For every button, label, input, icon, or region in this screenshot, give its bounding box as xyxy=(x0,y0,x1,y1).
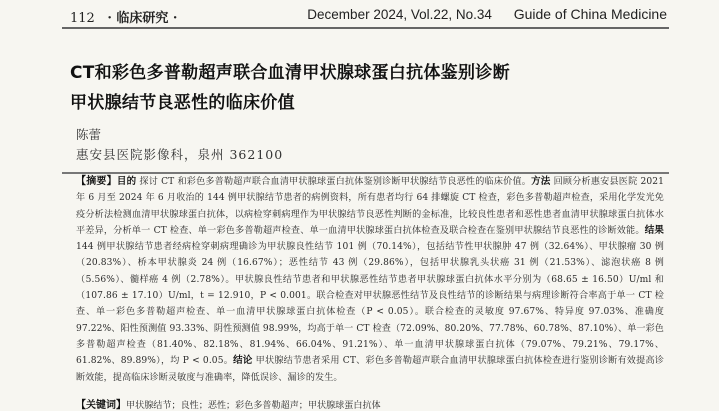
issue-info: December 2024, Vol.22, No.34 xyxy=(307,7,492,22)
methods-text: 回顾分析惠安县医院 2021 年 6 月至 2024 年 6 月收治的 144 例甲状腺结节患者的病例资料，所有患者均行 64 排螺旋 CT 检查，彩色多普勒超声检查，采用化学发光免疫分析法检测血清甲状腺球蛋白抗体，以病检穿刺病理作为甲状腺结节良恶性判断的金标准，比较良性患者和恶性患者血清甲状腺球蛋白抗体水平差异，分析单一 CT 检查、单一彩色多普勒超声检查、单一血清甲状腺球蛋白抗体检查及联合检查在鉴别甲状腺结节良恶性的诊断效能。 xyxy=(76,177,665,236)
page-number: 112 xyxy=(70,11,95,26)
author-affiliation: 惠安县医院影像科，泉州 362100 xyxy=(76,147,284,162)
abstract-label: 摘要 xyxy=(86,176,107,187)
methods-label: 方法 xyxy=(531,176,551,187)
objective-text: 探讨 CT 和彩色多普勒超声联合血清甲状腺球蛋白抗体鉴别诊断甲状腺结节良恶性的临床价值。 xyxy=(136,177,532,187)
header-right xyxy=(307,6,667,22)
conclusion-label: 结论 xyxy=(233,355,253,367)
section-label: · 临床研究 · xyxy=(107,11,178,26)
results-text: 144 例甲状腺结节患者经病检穿刺病理确诊为甲状腺良性结节 101 例（70.14%），包括结节性甲状腺肿 47 例（32.64%）、甲状腺瘤 30 例（20.83%）、桥本甲状腺炎 24 例（16.67%）；恶性结节 43 例（29.86%），包括甲状腺乳头状癌 31 例（21.53%）、滤泡状癌 8 例（5.56%）、髓样癌 4 例（2.78%）。甲状腺良性结节患者和甲状腺恶性结节患者甲状腺球蛋白抗体水平分别为（68.65 ± 16.50）U/ml 和（107.86 ± 17.10）U/ml，t = 12.910，P < 0.001。联合检查对甲状腺恶性结节及良性结节的诊断结果与病理诊断符合率高于单一 CT 检查、单一彩色多普勒超声检查、单一血清甲状腺球蛋白抗体检查（P < 0.05）。联合检查的灵敏度 97.67%、特异度 97.03%、准确度 97.22%、阳性预测值 93.33%、阴性预测值 98.99%，均高于单一 CT 检查（72.09%、80.20%、77.78%、60.78%、87.10%）、单一彩色多普勒超声检查（81.40%、82.18%、81.94%、66.04%、91.21%）、单一血清甲状腺球蛋白抗体（79.07%、79.21%、79.17%、61.82%、89.89%），均 P < 0.05。 xyxy=(76,242,664,367)
header-left xyxy=(70,7,177,26)
abstract xyxy=(76,174,664,386)
conclusion-text: 甲状腺结节患者采用 CT、彩色多普勒超声联合血清甲状腺球蛋白抗体检查进行鉴别诊断有效提高诊断效能，提高临床诊断灵敏度与准确率，降低误诊、漏诊的发生。 xyxy=(76,356,665,383)
keywords-text: 甲状腺结节；良性；恶性；彩色多普勒超声；甲状腺球蛋白抗体 xyxy=(126,401,381,411)
article-title xyxy=(70,58,670,118)
title-line-2: 甲状腺结节良恶性的临床价值 xyxy=(70,93,295,113)
keywords-close-bracket: 】 xyxy=(116,400,126,411)
keywords xyxy=(76,396,664,411)
objective-label: 目的 xyxy=(116,176,137,187)
keywords-open-bracket: 【 xyxy=(76,400,86,411)
abstract-close-bracket: 】 xyxy=(106,176,117,187)
header-divider xyxy=(62,27,669,29)
page-header xyxy=(0,0,719,30)
keywords-label: 关键词 xyxy=(86,400,116,411)
results-label: 结果 xyxy=(644,224,665,236)
journal-name: Guide of China Medicine xyxy=(513,6,667,22)
title-line-1: CT和彩色多普勒超声联合血清甲状腺球蛋白抗体鉴别诊断 xyxy=(70,63,510,83)
abstract-open-bracket: 【 xyxy=(76,176,87,187)
author-name: 陈蕾 xyxy=(76,127,102,142)
